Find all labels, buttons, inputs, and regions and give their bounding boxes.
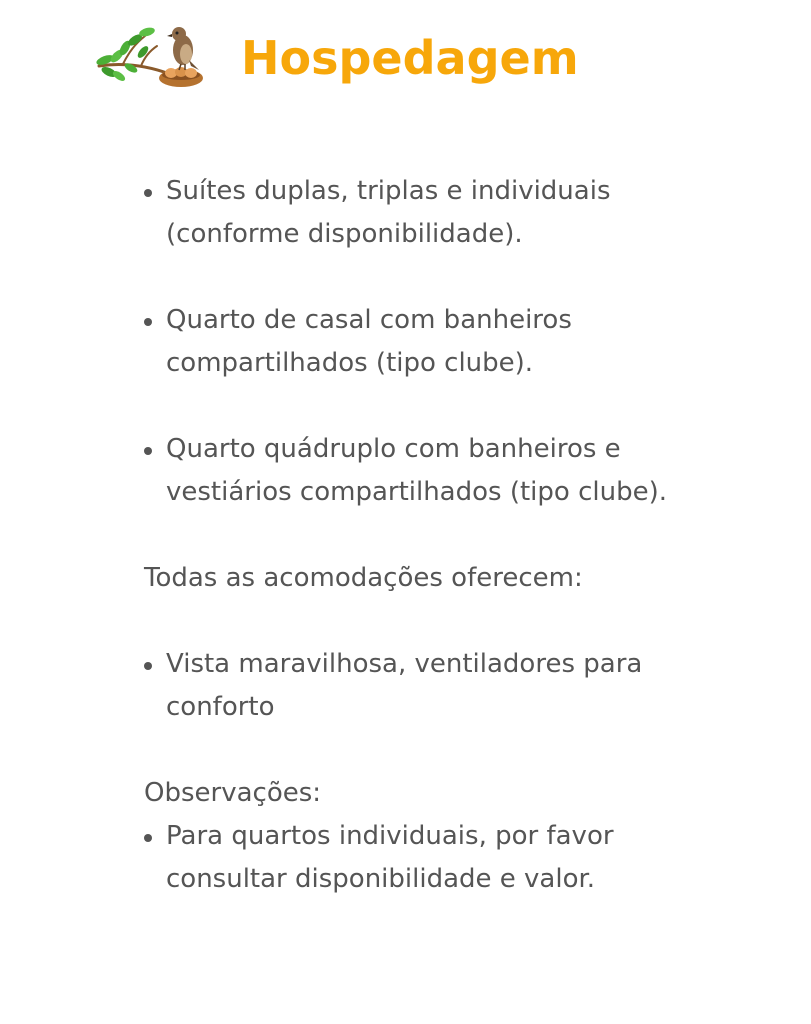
list-item-line: Quarto de casal com banheiros <box>166 305 572 335</box>
list-item <box>144 815 744 901</box>
list-item-line: conforto <box>166 692 275 722</box>
list-item <box>144 643 744 729</box>
list-item-line: consultar disponibilidade e valor. <box>166 864 596 894</box>
amenities-heading: Todas as acomodações oferecem: <box>144 563 583 593</box>
page-title: Hospedagem <box>241 31 579 85</box>
bullet-icon <box>144 447 152 455</box>
list-item-line: Para quartos individuais, por favor <box>166 821 614 851</box>
list-item-line: vestiários compartilhados (tipo clube). <box>166 477 667 507</box>
list-item <box>144 428 744 514</box>
bullet-icon <box>144 834 152 842</box>
amenities-list <box>144 643 744 729</box>
list-item-line: Quarto quádruplo com banheiros e <box>166 434 621 464</box>
bullet-icon <box>144 318 152 326</box>
list-item <box>144 299 744 385</box>
bullet-icon <box>144 662 152 670</box>
notes-list <box>144 815 744 901</box>
accommodations-list <box>144 170 744 514</box>
list-item-line: compartilhados (tipo clube). <box>166 348 534 378</box>
list-item-line: (conforme disponibilidade). <box>166 219 523 249</box>
bird-nest-icon <box>95 22 207 90</box>
notes-heading: Observações: <box>144 778 322 808</box>
bullet-icon <box>144 189 152 197</box>
page-header <box>95 22 695 92</box>
list-item <box>144 170 744 256</box>
main-content <box>144 170 744 901</box>
list-item-line: Suítes duplas, triplas e individuais <box>166 176 611 206</box>
list-item-line: Vista maravilhosa, ventiladores para <box>166 649 643 679</box>
